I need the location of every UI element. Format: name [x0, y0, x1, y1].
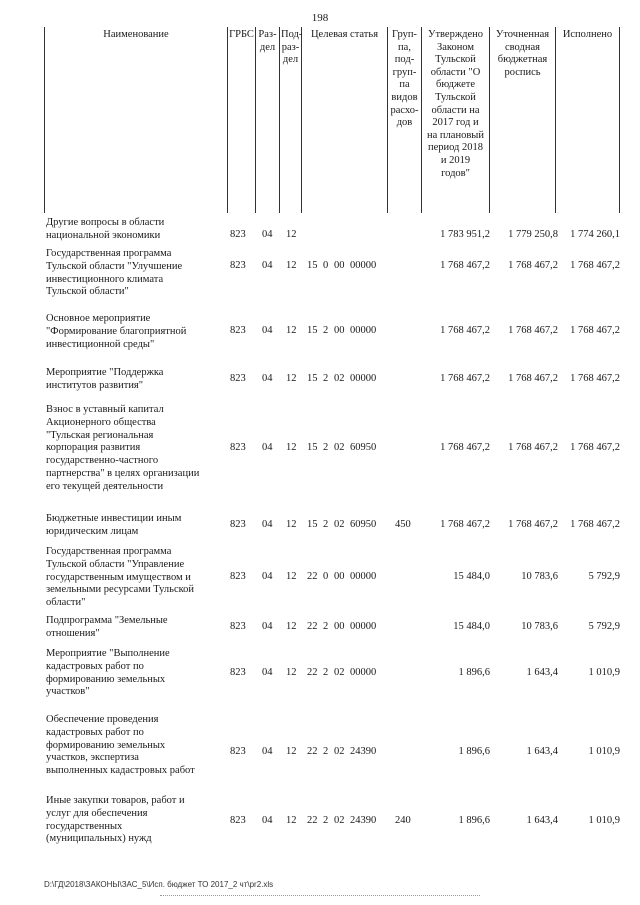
cell-refined: 1 768 467,2: [508, 519, 558, 530]
cell-sub: 2: [323, 442, 329, 453]
cell-osn: 00: [334, 621, 345, 632]
cell-dir: 00000: [350, 373, 377, 384]
cell-podrazdel: 12: [286, 746, 297, 757]
cell-razdel: 04: [262, 667, 273, 678]
cell-grbs: 823: [230, 373, 246, 384]
cell-razdel: 04: [262, 571, 273, 582]
cell-prog: 22: [307, 746, 318, 757]
cell-executed: 1 768 467,2: [570, 260, 620, 271]
cell-refined: 1 768 467,2: [508, 325, 558, 336]
cell-osn: 00: [334, 571, 345, 582]
cell-approved: 1 768 467,2: [440, 325, 490, 336]
row-name: Подпрограмма "Земельные отношения": [46, 615, 168, 639]
cell-prog: 15: [307, 260, 318, 271]
header-target: Целевая статья: [302, 27, 388, 213]
cell-sub: 0: [323, 571, 329, 582]
cell-osn: 00: [334, 260, 345, 271]
cell-approved: 1 768 467,2: [440, 373, 490, 384]
cell-vid: 450: [395, 519, 411, 530]
cell-dir: 24390: [350, 815, 377, 826]
cell-refined: 1 643,4: [526, 746, 558, 757]
cell-executed: 1 768 467,2: [570, 325, 620, 336]
row-name: Мероприятие "Поддержка институтов развития": [46, 367, 164, 391]
cell-sub: 2: [323, 667, 329, 678]
cell-refined: 1 643,4: [526, 667, 558, 678]
cell-prog: 22: [307, 815, 318, 826]
cell-podrazdel: 12: [286, 325, 297, 336]
header-razdel: Раз- дел: [256, 27, 280, 213]
cell-podrazdel: 12: [286, 667, 297, 678]
cell-refined: 1 768 467,2: [508, 442, 558, 453]
cell-podrazdel: 12: [286, 260, 297, 271]
cell-dir: 00000: [350, 621, 377, 632]
cell-approved: 15 484,0: [453, 621, 490, 632]
cell-sub: 2: [323, 373, 329, 384]
cell-prog: 22: [307, 621, 318, 632]
cell-podrazdel: 12: [286, 442, 297, 453]
cell-razdel: 04: [262, 229, 273, 240]
cell-grbs: 823: [230, 229, 246, 240]
cell-sub: 2: [323, 815, 329, 826]
bottom-divider: [160, 895, 480, 896]
cell-approved: 1 896,6: [458, 746, 490, 757]
cell-executed: 1 768 467,2: [570, 442, 620, 453]
row-name: Государственная программа Тульской области "Управление государственным имуществом и земельными ресурсами Тульской области": [46, 546, 195, 609]
cell-osn: 02: [334, 373, 345, 384]
cell-executed: 1 010,9: [588, 746, 620, 757]
cell-refined: 1 643,4: [526, 815, 558, 826]
cell-grbs: 823: [230, 571, 246, 582]
cell-dir: 00000: [350, 325, 377, 336]
cell-executed: 5 792,9: [588, 571, 620, 582]
cell-razdel: 04: [262, 746, 273, 757]
row-name: Иные закупки товаров, работ и услуг для обеспечения государственных (муниципальных) нужд: [46, 795, 185, 845]
header-grbs: ГРБС: [228, 27, 256, 213]
cell-razdel: 04: [262, 815, 273, 826]
header-group: Груп- па, под- груп- па видов расхо- дов: [388, 27, 422, 213]
cell-grbs: 823: [230, 621, 246, 632]
row-name: Бюджетные инвестиции иным юридическим лицам: [46, 513, 182, 537]
cell-dir: 00000: [350, 667, 377, 678]
cell-razdel: 04: [262, 260, 273, 271]
file-path-footer: D:\ГД\2018\ЗАКОНЫ\ЗАС_5\Исп. бюджет ТО 2017_2 чт\pr2.xls: [44, 880, 274, 889]
cell-executed: 1 768 467,2: [570, 373, 620, 384]
header-refined: Уточненная сводная бюджетная роспись: [490, 27, 556, 213]
cell-approved: 1 768 467,2: [440, 442, 490, 453]
cell-vid: 240: [395, 815, 411, 826]
cell-approved: 15 484,0: [453, 571, 490, 582]
cell-sub: 2: [323, 746, 329, 757]
cell-approved: 1 768 467,2: [440, 260, 490, 271]
row-name: Государственная программа Тульской области "Улучшение инвестиционного климата Тульской области": [46, 248, 183, 298]
cell-prog: 15: [307, 442, 318, 453]
cell-razdel: 04: [262, 442, 273, 453]
cell-sub: 2: [323, 621, 329, 632]
cell-prog: 15: [307, 373, 318, 384]
cell-sub: 2: [323, 325, 329, 336]
cell-podrazdel: 12: [286, 571, 297, 582]
cell-executed: 1 768 467,2: [570, 519, 620, 530]
cell-grbs: 823: [230, 667, 246, 678]
cell-prog: 22: [307, 571, 318, 582]
header-podrazdel: Под- раз- дел: [280, 27, 302, 213]
row-name: Основное мероприятие "Формирование благоприятной инвестиционной среды": [46, 313, 187, 350]
cell-osn: 00: [334, 325, 345, 336]
page-number: 198: [311, 12, 329, 24]
cell-grbs: 823: [230, 325, 246, 336]
cell-osn: 02: [334, 746, 345, 757]
cell-prog: 15: [307, 519, 318, 530]
cell-prog: 15: [307, 325, 318, 336]
cell-grbs: 823: [230, 260, 246, 271]
cell-podrazdel: 12: [286, 815, 297, 826]
cell-executed: 1 774 260,1: [570, 229, 620, 240]
cell-sub: 2: [323, 519, 329, 530]
cell-osn: 02: [334, 442, 345, 453]
cell-razdel: 04: [262, 325, 273, 336]
row-name: Мероприятие "Выполнение кадастровых работ по формированию земельных участков": [46, 648, 170, 698]
cell-prog: 22: [307, 667, 318, 678]
cell-approved: 1 783 951,2: [440, 229, 490, 240]
cell-podrazdel: 12: [286, 621, 297, 632]
cell-grbs: 823: [230, 442, 246, 453]
header-name: Наименование: [44, 27, 228, 213]
header-executed: Исполнено: [556, 27, 620, 213]
cell-refined: 1 779 250,8: [508, 229, 558, 240]
cell-razdel: 04: [262, 373, 273, 384]
row-name: Взнос в уставный капитал Акционерного общества "Тульская региональная корпорация развития государственно-частного партнерства" в целях организации его текущей деятельности: [46, 404, 200, 492]
cell-osn: 02: [334, 519, 345, 530]
cell-podrazdel: 12: [286, 229, 297, 240]
cell-approved: 1 896,6: [458, 815, 490, 826]
cell-refined: 10 783,6: [521, 621, 558, 632]
cell-refined: 1 768 467,2: [508, 373, 558, 384]
cell-dir: 60950: [350, 519, 377, 530]
cell-podrazdel: 12: [286, 519, 297, 530]
cell-dir: 00000: [350, 260, 377, 271]
cell-dir: 00000: [350, 571, 377, 582]
cell-dir: 24390: [350, 746, 377, 757]
cell-approved: 1 768 467,2: [440, 519, 490, 530]
cell-sub: 0: [323, 260, 329, 271]
cell-executed: 5 792,9: [588, 621, 620, 632]
cell-podrazdel: 12: [286, 373, 297, 384]
cell-dir: 60950: [350, 442, 377, 453]
cell-executed: 1 010,9: [588, 815, 620, 826]
cell-razdel: 04: [262, 621, 273, 632]
cell-grbs: 823: [230, 519, 246, 530]
cell-grbs: 823: [230, 815, 246, 826]
cell-refined: 1 768 467,2: [508, 260, 558, 271]
cell-osn: 02: [334, 815, 345, 826]
header-approved: Утверждено Законом Тульской области "О бюджете Тульской области на 2017 год и на плановый период 2018 и 2019 годов": [422, 27, 490, 213]
cell-osn: 02: [334, 667, 345, 678]
cell-executed: 1 010,9: [588, 667, 620, 678]
row-name: Обеспечение проведения кадастровых работ по формированию земельных участков, экспертиза выполненных кадастровых работ: [46, 714, 195, 777]
cell-refined: 10 783,6: [521, 571, 558, 582]
cell-approved: 1 896,6: [458, 667, 490, 678]
row-name: Другие вопросы в области национальной экономики: [46, 217, 165, 241]
cell-grbs: 823: [230, 746, 246, 757]
cell-razdel: 04: [262, 519, 273, 530]
